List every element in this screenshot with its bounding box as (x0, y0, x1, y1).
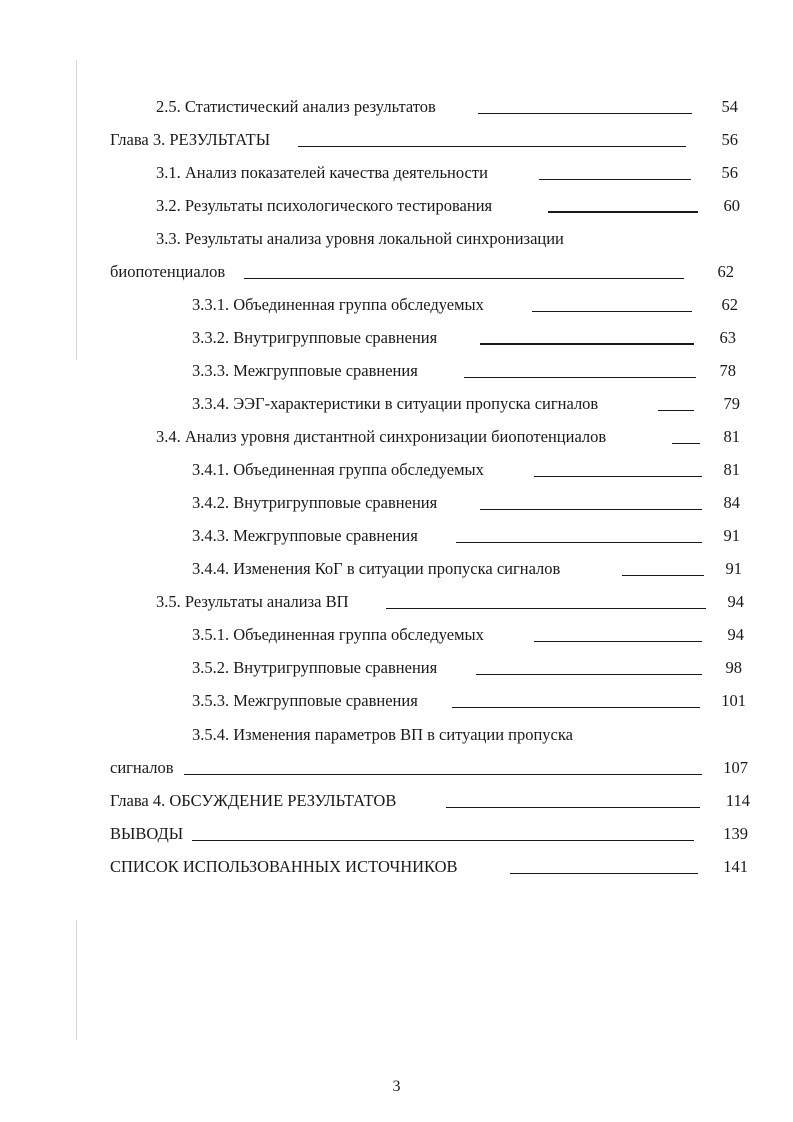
toc-page-number: 94 (727, 592, 744, 611)
toc-page-number: 56 (721, 130, 738, 149)
toc-entry (156, 591, 752, 613)
toc-entry (192, 327, 752, 349)
toc-entry (192, 459, 752, 481)
toc-leader-line (192, 840, 694, 841)
toc-entry-continued-label: 3.5.4. Изменения параметров ВП в ситуации пропуска (192, 725, 573, 744)
toc-entry (192, 624, 752, 646)
toc-entry-label: 3.1. Анализ показателей качества деятельности (156, 163, 488, 182)
toc-leader-line (298, 146, 686, 147)
toc-page-number: 91 (723, 526, 740, 545)
toc-entry-continued-label: 3.3. Результаты анализа уровня локальной синхронизации (156, 229, 564, 248)
toc-leader-line (510, 873, 698, 874)
scan-artifact (76, 920, 77, 1040)
toc-leader-line (672, 443, 700, 444)
toc-page-number: 79 (723, 394, 740, 413)
toc-leader-line (244, 278, 684, 279)
toc-page-number: 101 (721, 691, 746, 710)
toc-entry (192, 690, 752, 712)
toc-leader-line (184, 774, 702, 775)
toc-page-number: 84 (723, 493, 740, 512)
toc-entry (110, 823, 752, 845)
toc-page-number: 63 (719, 328, 736, 347)
toc-page-number: 114 (725, 791, 750, 810)
toc-leader-line (464, 377, 696, 378)
toc-entry (192, 492, 752, 514)
toc-entry-label: ВЫВОДЫ (110, 824, 184, 843)
toc-leader-line (534, 476, 702, 477)
toc-entry (156, 162, 746, 184)
toc-entry (192, 393, 752, 415)
toc-entry-label: 3.2. Результаты психологического тестирования (156, 196, 493, 215)
toc-entry-label: 3.5.3. Межгрупповые сравнения (192, 691, 418, 710)
toc-page-number: 54 (721, 97, 738, 116)
toc-page-number: 107 (723, 758, 748, 777)
toc-entry-label: 3.4.1. Объединенная группа обследуемых (192, 460, 484, 479)
toc-entry-label: 3.3.2. Внутригрупповые сравнения (192, 328, 438, 347)
toc-entry-label: Глава 3. РЕЗУЛЬТАТЫ (110, 130, 271, 149)
toc-entry (192, 525, 752, 547)
toc-leader-line (480, 343, 694, 345)
toc-entry (156, 96, 746, 118)
toc-page-number: 141 (723, 857, 748, 876)
toc-page-number: 60 (723, 196, 740, 215)
toc-entry-label: 3.5.1. Объединенная группа обследуемых (192, 625, 484, 644)
toc-entry (156, 195, 746, 217)
toc-entry (192, 360, 752, 382)
toc-entry (110, 856, 752, 878)
toc-entry-label: 3.4.3. Межгрупповые сравнения (192, 526, 418, 545)
toc-entry-label: 3.4.4. Изменения КоГ в ситуации пропуска сигналов (192, 559, 561, 578)
page-number: 3 (392, 1078, 401, 1095)
toc-leader-line (532, 311, 692, 312)
toc-entry-label: 3.5. Результаты анализа ВП (156, 592, 349, 611)
toc-page-number: 91 (725, 559, 742, 578)
toc-entry (110, 261, 750, 283)
toc-leader-line (446, 807, 700, 808)
toc-page-number: 78 (719, 361, 736, 380)
toc-page-number: 98 (725, 658, 742, 677)
toc-leader-line (548, 211, 698, 213)
toc-page-number: 94 (727, 625, 744, 644)
toc-entry (110, 129, 750, 151)
toc-entry-label: 2.5. Статистический анализ результатов (156, 97, 436, 116)
toc-entry-label: 3.3.3. Межгрупповые сравнения (192, 361, 418, 380)
toc-leader-line (622, 575, 704, 576)
toc-entry-label: сигналов (110, 758, 174, 777)
toc-page-number: 139 (723, 824, 748, 843)
toc-leader-line (386, 608, 706, 609)
toc-entry-label: СПИСОК ИСПОЛЬЗОВАННЫХ ИСТОЧНИКОВ (110, 857, 458, 876)
toc-leader-line (534, 641, 702, 642)
toc-entry-label: 3.3.4. ЭЭГ-характеристики в ситуации пропуска сигналов (192, 394, 599, 413)
toc-leader-line (476, 674, 702, 675)
toc-entry-label: 3.4.2. Внутригрупповые сравнения (192, 493, 438, 512)
toc-entry (192, 294, 752, 316)
toc-entry-label: 3.3.1. Объединенная группа обследуемых (192, 295, 484, 314)
toc-entry-label: биопотенциалов (110, 262, 226, 281)
toc-entry-label: 3.5.2. Внутригрупповые сравнения (192, 658, 438, 677)
toc-entry (192, 558, 752, 580)
toc-leader-line (456, 542, 702, 543)
toc-page-number: 81 (723, 460, 740, 479)
toc-entry (110, 757, 752, 779)
toc-entry (110, 790, 752, 812)
toc-leader-line (452, 707, 700, 708)
toc-page-number: 81 (723, 427, 740, 446)
toc-page-number: 56 (721, 163, 738, 182)
toc-entry (192, 657, 752, 679)
toc-entry (156, 426, 752, 448)
toc-leader-line (658, 410, 694, 411)
toc-leader-line (478, 113, 692, 114)
toc-page-number: 62 (717, 262, 734, 281)
scan-artifact (76, 60, 77, 360)
toc-leader-line (539, 179, 691, 180)
toc-entry-label: Глава 4. ОБСУЖДЕНИЕ РЕЗУЛЬТАТОВ (110, 791, 397, 810)
toc-leader-line (480, 509, 702, 510)
toc-entry-label: 3.4. Анализ уровня дистантной синхронизации биопотенциалов (156, 427, 607, 446)
toc-page-number: 62 (721, 295, 738, 314)
